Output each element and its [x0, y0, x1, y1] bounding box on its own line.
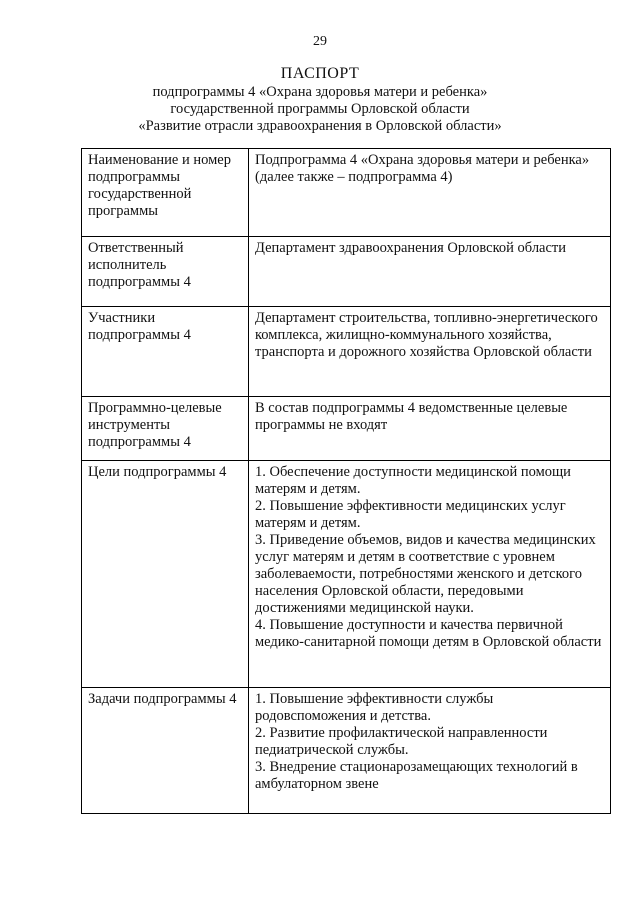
- table-row-responsible: [82, 237, 611, 307]
- value-paragraph: 1. Повышение эффективности службы родовспоможения и детства.: [255, 691, 494, 724]
- value-paragraph: 2. Развитие профилактической направленности педиатрической службы.: [255, 725, 548, 758]
- document-header: [40, 64, 600, 135]
- value-paragraph: 1. Обеспечение доступности медицинской помощи матерям и детям.: [255, 464, 571, 497]
- subtitle-line-3: «Развитие отрасли здравоохранения в Орловской области»: [138, 118, 502, 134]
- passport-table: [81, 148, 611, 814]
- table-row-instruments: [82, 397, 611, 461]
- row-value: [249, 149, 611, 237]
- value-paragraph: Подпрограмма 4 «Охрана здоровья матери и ребенка» (далее также – подпрограмма 4): [255, 152, 590, 185]
- subtitle-line-1: подпрограммы 4 «Охрана здоровья матери и ребенка»: [152, 84, 488, 100]
- row-label: Цели подпрограммы 4: [82, 461, 249, 688]
- value-paragraph: 3. Внедрение стационарозамещающих технологий в амбулаторном звене: [255, 759, 578, 792]
- value-paragraph: 4. Повышение доступности и качества первичной медико-санитарной помощи детям в Орловской области: [255, 617, 602, 650]
- table-row-participants: [82, 307, 611, 397]
- value-paragraph: 3. Приведение объемов, видов и качества медицинских услуг матерям и детям в соответствие с уровнем заболеваемости, потребностями женского и детского населения Орловской области, передовыми достижениями медицинской науки.: [255, 532, 596, 616]
- row-value: [249, 397, 611, 461]
- table-row-tasks: [82, 688, 611, 814]
- row-value: [249, 307, 611, 397]
- row-value: [249, 461, 611, 688]
- value-paragraph: 2. Повышение эффективности медицинских услуг матерям и детям.: [255, 498, 566, 531]
- row-value: [249, 237, 611, 307]
- subtitle-line-2: государственной программы Орловской области: [170, 101, 470, 117]
- table-row-name: [82, 149, 611, 237]
- row-label: Программно-целевые инструменты подпрограммы 4: [82, 397, 249, 461]
- page-number: 29: [313, 34, 327, 49]
- value-paragraph: Департамент здравоохранения Орловской области: [255, 240, 567, 256]
- table-row-goals: [82, 461, 611, 688]
- row-label: Ответственный исполнитель подпрограммы 4: [82, 237, 249, 307]
- value-paragraph: В состав подпрограммы 4 ведомственные целевые программы не входят: [255, 400, 568, 433]
- row-value: [249, 688, 611, 814]
- value-paragraph: Департамент строительства, топливно-энергетического комплекса, жилищно-коммунального хозяйства, транспорта и дорожного хозяйства Орловской области: [255, 310, 598, 360]
- row-label: Наименование и номер подпрограммы государственной программы: [82, 149, 249, 237]
- row-label: Задачи подпрограммы 4: [82, 688, 249, 814]
- document-title: ПАСПОРТ: [280, 65, 360, 82]
- row-label: Участники подпрограммы 4: [82, 307, 249, 397]
